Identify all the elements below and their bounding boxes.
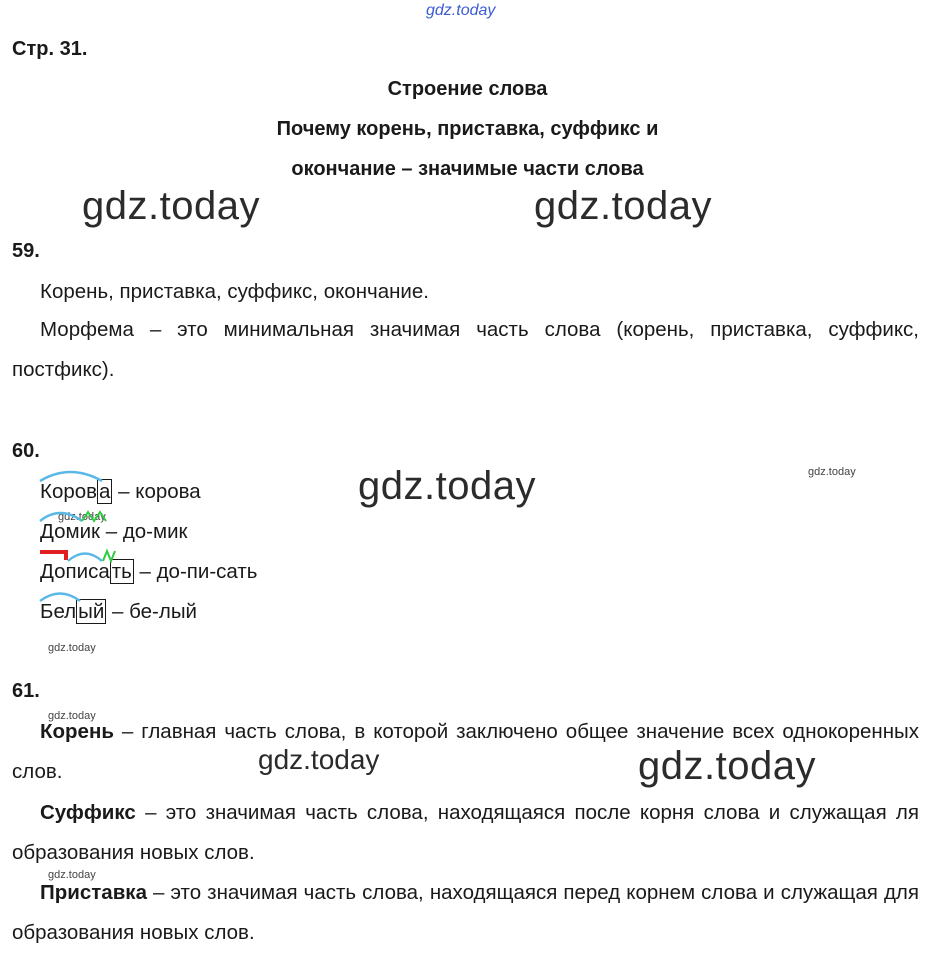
syllable-split: – до-пи-сать [133,560,258,583]
word-stem: Дописа [40,560,110,583]
syllable-split: – до-мик [100,520,188,543]
definition-text: – это значимая часть слова, находящаяся перед корнем слова и служащая для образования новых слов. [12,881,919,944]
topic-title-line-2: окончание – значимые части слова [291,158,644,180]
ending-box: ть [111,560,132,583]
exercise-59-number: 59. [12,240,40,262]
ending-box: а [99,480,111,503]
watermark-small: gdz.today [48,642,96,654]
section-title: Строение слова [387,78,548,100]
exercise-59-line-2: Морфема – это минимальная значимая часть слова (корень, приставка, суффикс, постфикс). [12,318,919,381]
exercise-60-number: 60. [12,440,40,462]
suffix-mark [103,551,115,561]
watermark-small: gdz.today [48,710,96,722]
root-arc [40,513,82,521]
prefix-mark [40,552,66,560]
syllable-split: – корова [112,480,201,503]
word-stem: Бел [40,600,77,623]
topic-title-line-1: Почему корень, приставка, суффикс и [276,118,659,140]
watermark-small: gdz.today [58,511,106,523]
ending-box: ый [78,600,105,623]
syllable-split: – бе-лый [106,600,198,623]
root-arc [68,554,102,562]
watermark-small: gdz.today [48,869,96,881]
watermark-top: gdz.today [426,2,496,19]
watermark-small: gdz.today [808,466,856,478]
definition-term: Корень [40,720,114,743]
word-stem: Домик [40,520,101,543]
definition-term: Суффикс [40,801,136,824]
watermark: gdz.today [534,184,712,228]
root-arc [40,472,102,481]
definition-prefix [12,873,919,953]
page-reference: Стр. 31. [12,38,88,60]
watermark: gdz.today [638,744,816,788]
definition-text: – главная часть слова, в которой заключено общее значение всех однокоренных слов. [12,720,919,783]
suffix-mark [82,512,106,521]
definition-text: – это значимая часть слова, находящаяся после корня слова и служащая ля образования новых слов. [12,801,919,864]
watermark: gdz.today [358,464,536,508]
word-stem: Коров [40,480,98,503]
definition-term: Приставка [40,881,147,904]
exercise-61-number: 61. [12,680,40,702]
watermark: gdz.today [82,184,260,228]
definition-suffix [12,793,919,873]
watermark: gdz.today [258,744,380,775]
root-arc [40,594,80,602]
exercise-59-line-1: Корень, приставка, суффикс, окончание. [40,280,429,303]
